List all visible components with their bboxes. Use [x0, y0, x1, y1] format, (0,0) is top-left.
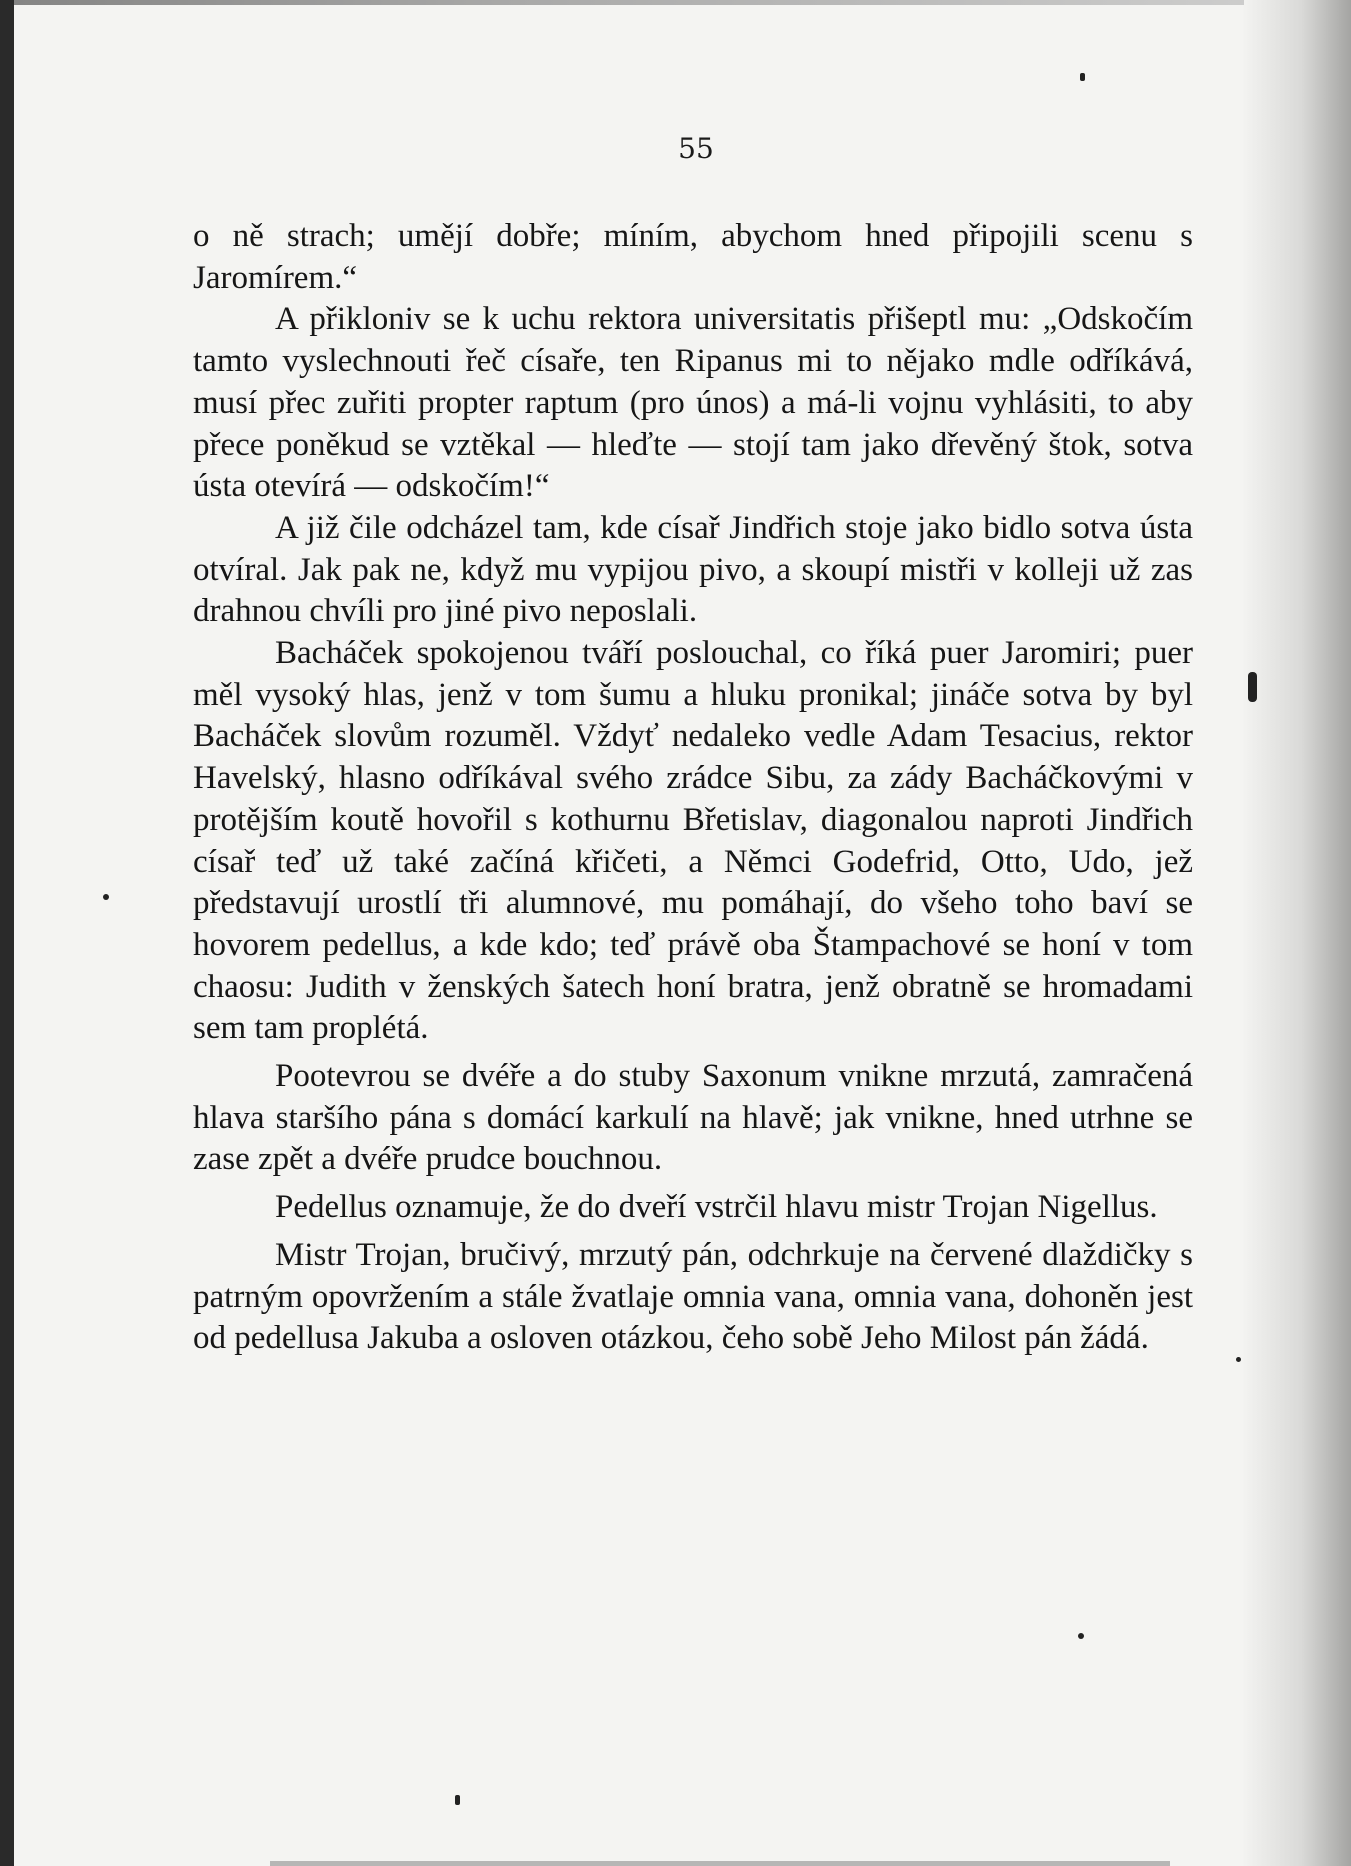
paragraph-1: o ně strach; umějí dobře; míním, abychom hned připojili scenu s Jaromírem.“ — [193, 218, 1193, 296]
paragraph-2: A přikloniv se k uchu rektora universitatis přišeptl mu: „Odskočím tamto vyslechnouti řeč císaře, ten Ripanus mi to nějako mdle odříkává, musí přec zuřiti propter raptum (pro únos) a má-li vojnu vyhlásiti, to aby přece poněkud se vztěkal — hleďte — stojí tam jako dřevěný štok, sotva ústa otevírá — odskočím!“ — [193, 301, 1193, 505]
paragraph-5: Pootevrou se dvéře a do stuby Saxonum vnikne mrzutá, zamračená hlava staršího pána s domácí karkulí na hlavě; jak vnikne, hned utrhne se zase zpět a dvéře prudce bouchnou. — [193, 1058, 1193, 1178]
ink-speck — [455, 1795, 460, 1805]
book-spine-edge — [0, 0, 14, 1866]
ink-speck — [1080, 73, 1085, 81]
ink-speck — [1078, 1633, 1084, 1639]
body-text — [193, 216, 1193, 1360]
paragraph-4: Bacháček spokojenou tváří poslouchal, co říká puer Jaromiri; puer měl vysoký hlas, jenž v tom šumu a hluku pronikal; jináče sotva by byl Bacháček slovům rozuměl. Vždyť nedaleko vedle Adam Tesacius, rektor Havelský, hlasno odříkával svého zrádce Sibu, za zády Bacháčkovými v protějším koutě hovořil s kothurnu Břetislav, diagonalou naproti Jindřich císař teď už také začíná křičeti, a Němci Godefrid, Otto, Udo, jež představují urostlí tři alumnové, mu pomáhají, do všeho toho baví se hovorem pedellus, a kde kdo; teď právě oba Štampachové se honí v tom chaosu: Judith v ženských šatech honí bratra, jenž obratně se hromadami sem tam proplétá. — [193, 635, 1193, 1047]
right-page-shadow — [1241, 0, 1351, 1866]
paragraph-6: Pedellus oznamuje, že do dveří vstrčil hlavu mistr Trojan Nigellus. — [275, 1189, 1158, 1226]
paragraph-7: Mistr Trojan, bručivý, mrzutý pán, odchrkuje na červené dlaždičky s patrným opovržením a stále žvatlaje omnia vana, omnia vana, dohoněn jest od pedellusa Jakuba a osloven otázkou, čeho sobě Jeho Milost pán žádá. — [193, 1236, 1193, 1357]
paragraph-3: A již čile odcházel tam, kde císař Jindřich stoje jako bidlo sotva ústa otvíral. Jak pak ne, když mu vypijou pivo, a skoupí mistři v kolleji už zas drahnou chvíli pro jiné pivo neposlali. — [193, 509, 1193, 630]
ink-speck — [103, 894, 109, 900]
ink-speck — [1236, 1357, 1241, 1362]
page-number: 55 — [678, 132, 714, 165]
bottom-scan-edge — [270, 1861, 1170, 1866]
ink-speck — [1248, 672, 1257, 702]
top-scan-edge — [14, 0, 1244, 5]
